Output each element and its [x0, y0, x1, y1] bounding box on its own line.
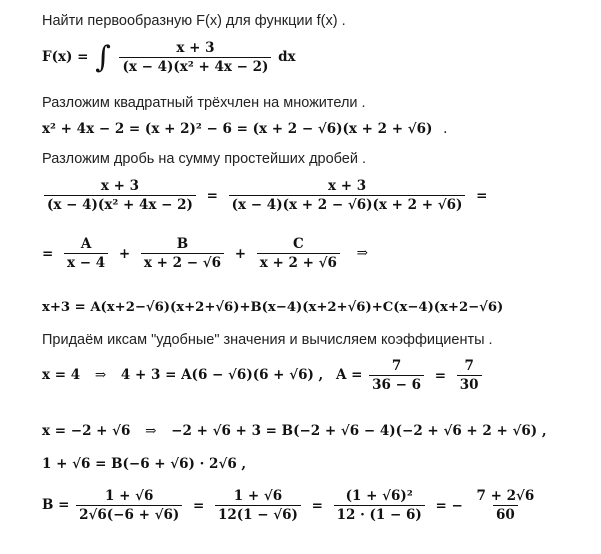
B-fraction-4 [474, 488, 538, 523]
line-convenient-values: Придаём иксам "удобные" значения и вычисляем коэффициенты . [42, 332, 493, 348]
xb-left: x = −2 + √6 [42, 423, 131, 439]
implies-arrow: ⇒ [145, 423, 157, 439]
integrand-denominator: (x − 4)(x² + 4x − 2) [119, 57, 271, 75]
case-x-equals-4 [42, 358, 484, 393]
B-frac4-num: 7 + 2√6 [476, 488, 535, 504]
partial-fraction-equation-2 [42, 236, 378, 271]
fraction-right-num: x + 3 [327, 178, 367, 194]
F-lhs: F(x) = [42, 49, 89, 65]
line-find-antiderivative: Найти первообразную F(x) для функции f(x) . [42, 13, 346, 29]
line-factor-quadratic: Разложим квадратный трёхчлен на множители . [42, 95, 366, 111]
A-equals: A = [335, 367, 363, 383]
B-frac1-den: 2√6(−6 + √6) [76, 505, 182, 523]
quadratic-factorization [42, 121, 447, 137]
B-fraction-2 [215, 488, 301, 523]
fraction-right-den: (x − 4)(x + 2 − √6)(x + 2 + √6) [229, 195, 466, 213]
fraction-left [44, 178, 196, 213]
fraction-C-den: x + 2 + √6 [257, 253, 340, 271]
quadratic-expression: x² + 4x − 2 = (x + 2)² − 6 = (x + 2 − √6)(x + 2 + √6) [42, 121, 433, 137]
fraction-A-num: A [80, 236, 92, 252]
A-fraction-1 [369, 358, 424, 393]
B-frac3-den: 12 · (1 − 6) [334, 505, 425, 523]
implies-arrow: ⇒ [356, 245, 368, 261]
equals-minus: = − [435, 497, 463, 514]
B-equals: B = [42, 497, 70, 513]
fraction-B-num: B [176, 236, 189, 252]
plus-sign: + [118, 245, 131, 262]
equals-sign: = [192, 497, 205, 514]
integral-sign: ∫ [95, 40, 111, 75]
integrand-numerator: x + 3 [176, 40, 215, 56]
equals-sign: = [434, 367, 447, 384]
fraction-left-den: (x − 4)(x² + 4x − 2) [44, 195, 196, 213]
B-fraction-3 [334, 488, 425, 523]
fraction-right [229, 178, 466, 213]
B-frac3-num: (1 + √6)² [345, 488, 413, 504]
A-frac2-den: 30 [457, 375, 482, 393]
A-fraction-2 [457, 358, 482, 393]
integrand-fraction [119, 40, 271, 75]
B-frac1-num: 1 + √6 [105, 488, 154, 504]
x4-left: x = 4 [42, 367, 81, 383]
fraction-A [64, 236, 108, 271]
B-coefficient-equation [42, 488, 539, 523]
dx: dx [278, 49, 296, 65]
B-frac2-num: 1 + √6 [233, 488, 283, 504]
A-frac1-den: 36 − 6 [369, 375, 424, 393]
fraction-left-num: x + 3 [100, 178, 140, 194]
fraction-A-den: x − 4 [64, 253, 108, 271]
plus-sign: + [234, 245, 247, 262]
partial-fraction-equation-1 [42, 178, 491, 213]
xb-mid: −2 + √6 + 3 = B(−2 + √6 − 4)(−2 + √6 + 2 + √6) , [171, 423, 547, 439]
equals-sign-leading: = [42, 245, 54, 262]
A-frac1-num: 7 [391, 358, 402, 374]
equals-sign: = [206, 187, 218, 204]
fraction-B [141, 236, 224, 271]
equals-sign: = [311, 497, 323, 514]
fraction-C [257, 236, 340, 271]
A-frac2-num: 7 [464, 358, 474, 374]
equals-sign-trailing: = [476, 187, 488, 204]
fraction-B-den: x + 2 − √6 [141, 253, 224, 271]
integral-expression [42, 40, 296, 75]
case-x-equals-minus2-plus-sqrt6 [42, 423, 547, 439]
B-fraction-1 [76, 488, 182, 523]
B-frac2-den: 12(1 − √6) [215, 505, 301, 523]
B-frac4-den: 60 [493, 505, 518, 523]
line-partial-fractions: Разложим дробь на сумму простейших дробей . [42, 151, 367, 167]
x4-mid: 4 + 3 = A(6 − √6)(6 + √6) , [120, 367, 324, 383]
case-b-line-2: 1 + √6 = B(−6 + √6) · 2√6 , [42, 456, 247, 472]
implies-arrow: ⇒ [94, 367, 107, 383]
coefficient-identity: x+3 = A(x+2−√6)(x+2+√6)+B(x−4)(x+2+√6)+C(x−4)(x+2−√6) [42, 300, 504, 315]
quadratic-dot: . [443, 121, 448, 137]
fraction-C-num: C [292, 236, 304, 252]
